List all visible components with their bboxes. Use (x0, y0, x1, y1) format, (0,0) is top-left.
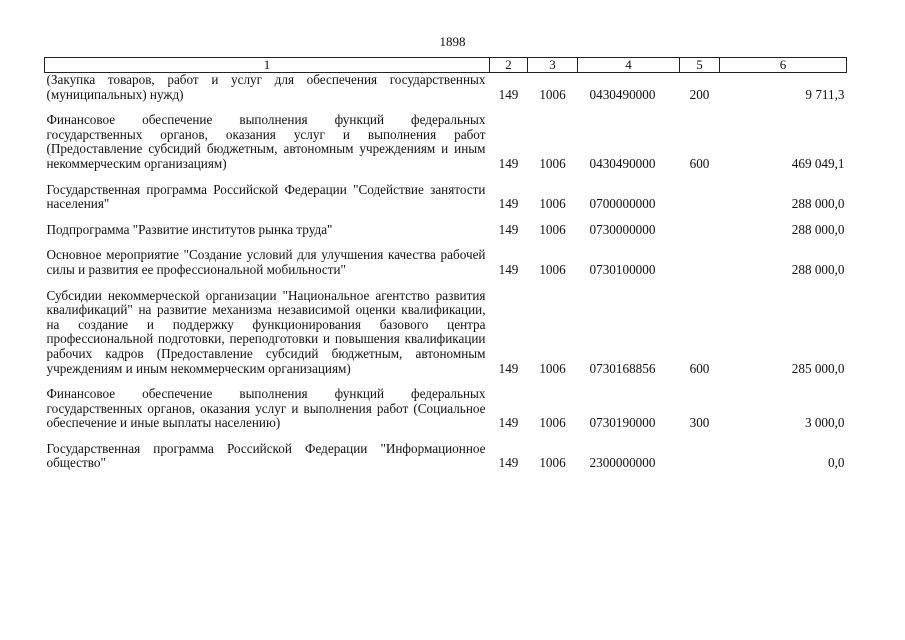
row-expense-type (680, 176, 720, 216)
table-row (45, 106, 847, 175)
table-header (45, 58, 847, 73)
row-expense-type (680, 435, 720, 475)
row-section-code: 1006 (539, 360, 566, 376)
table-row (45, 241, 847, 281)
row-name: Субсидии некоммерческой организации "Национальное агентство развития квалификаций" на развитие механизма независимой оценки квалификации, на создание и поддержку функционирования базового центра профессиональной подготовки, переподготовки и повышения квалификации рабочих кадров (Предоставление субсидий бюджетным, автономным учреждениям и иным некоммерческим организациям) (46, 287, 486, 376)
row-ministry-code: 149 (498, 86, 519, 102)
row-expense-type: 600 (689, 360, 710, 376)
row-amount: 285 000,0 (791, 360, 845, 376)
row-name: Государственная программа Российской Федерации "Информационное общество" (46, 440, 486, 471)
header-col-6: 6 (720, 58, 847, 73)
row-name: Основное мероприятие "Создание условий для улучшения качества рабочей силы и развития ее профессиональной мобильности" (46, 247, 486, 277)
row-section-code: 1006 (539, 261, 566, 277)
row-amount: 469 049,1 (791, 155, 845, 171)
header-col-1: 1 (45, 58, 490, 73)
row-target-code: 0700000000 (589, 196, 656, 212)
row-section-code: 1006 (539, 415, 566, 431)
row-expense-type (680, 216, 720, 242)
row-amount: 288 000,0 (791, 261, 845, 277)
row-amount: 9 711,3 (805, 86, 845, 102)
table-row (45, 380, 847, 435)
table-row (45, 282, 847, 381)
row-ministry-code: 149 (498, 261, 519, 277)
row-section-code: 1006 (539, 86, 566, 102)
row-ministry-code: 149 (498, 415, 519, 431)
row-expense-type: 300 (689, 415, 710, 431)
row-target-code: 0730190000 (589, 415, 656, 431)
table-body (45, 73, 847, 476)
row-expense-type: 200 (689, 86, 710, 102)
row-amount: 3 000,0 (804, 415, 845, 431)
row-expense-type (680, 241, 720, 281)
header-col-3: 3 (528, 58, 578, 73)
row-expense-type: 600 (689, 155, 710, 171)
table-row (45, 176, 847, 216)
header-col-4: 4 (578, 58, 680, 73)
row-target-code: 0730168856 (589, 360, 656, 376)
row-ministry-code: 149 (498, 221, 519, 237)
header-col-5: 5 (680, 58, 720, 73)
row-target-code: 0430490000 (589, 86, 656, 102)
row-target-code: 0730000000 (589, 221, 656, 237)
row-target-code: 0430490000 (589, 155, 656, 171)
row-amount: 0,0 (828, 455, 845, 471)
row-ministry-code: 149 (498, 455, 519, 471)
row-name: Подпрограмма "Развитие институтов рынка труда" (46, 221, 333, 237)
row-ministry-code: 149 (498, 360, 519, 376)
table-row (45, 73, 847, 107)
row-target-code: 2300000000 (589, 455, 656, 471)
header-row (45, 58, 847, 73)
row-name: Государственная программа Российской Федерации "Содействие занятости населения" (46, 181, 486, 212)
row-ministry-code: 149 (498, 196, 519, 212)
row-section-code: 1006 (539, 455, 566, 471)
table-row (45, 216, 847, 242)
row-ministry-code: 149 (498, 155, 519, 171)
table-row (45, 435, 847, 475)
row-target-code: 0730100000 (589, 261, 656, 277)
row-section-code: 1006 (539, 221, 566, 237)
row-name: Финансовое обеспечение выполнения функций федеральных государственных органов, оказания услуг и выполнения работ (Социальное обеспечение и иные выплаты населению) (46, 386, 486, 431)
row-amount: 288 000,0 (791, 221, 845, 237)
budget-table (44, 57, 847, 475)
row-name: (Закупка товаров, работ и услуг для обеспечения государственных (муниципальных) нужд) (46, 72, 486, 102)
header-col-2: 2 (490, 58, 528, 73)
row-section-code: 1006 (539, 155, 566, 171)
row-section-code: 1006 (539, 196, 566, 212)
row-name: Финансовое обеспечение выполнения функций федеральных государственных органов, оказания услуг и выполнения работ (Предоставление субсидий бюджетным, автономным учреждениям и иным некоммерческим организациям) (46, 112, 486, 171)
row-amount: 288 000,0 (791, 196, 845, 212)
page-number: 1898 (439, 34, 466, 49)
